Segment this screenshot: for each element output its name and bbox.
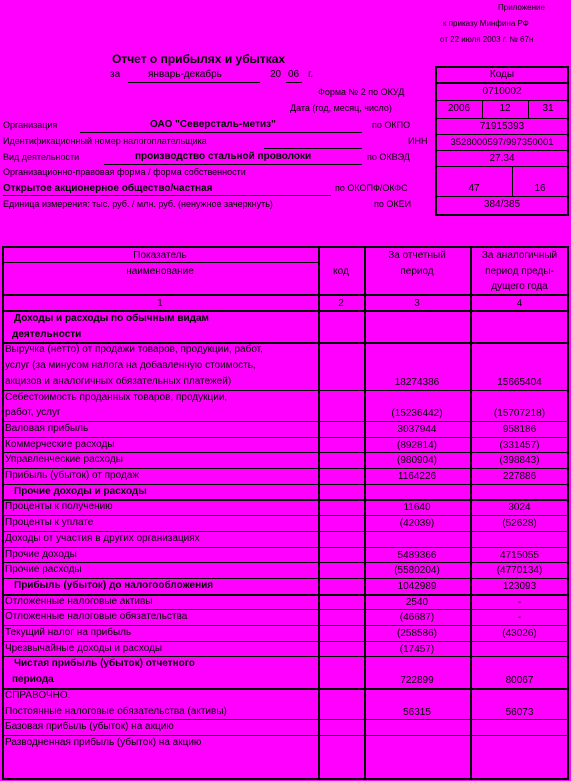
row-18-previous: 80067 (505, 675, 534, 687)
row-8-previous: 3024 (508, 502, 531, 514)
row-1-label-0: Выручка (нетто) от продажи товаров, продукции, работ, (5, 344, 263, 356)
row-8-label-0: Проценты к получению (5, 501, 113, 513)
okpo-code: 71915393 (479, 121, 525, 132)
okopf-label: по ОКОПФ/ОКФС (335, 183, 408, 193)
date-day: 31 (542, 103, 554, 114)
org-name-label: Организация (3, 120, 58, 130)
date-year: 2006 (447, 103, 471, 114)
row-divider (2, 578, 569, 579)
row-15-label-0: Отложенные налоговые обязательства (5, 611, 188, 623)
head-prev-1: За аналогичный (481, 250, 558, 261)
row-10-label-0: Доходы от участия в других организациях (5, 532, 200, 544)
row-4-previous: (331457) (499, 439, 540, 451)
row-14-current: 2540 (405, 596, 429, 608)
row-divider (2, 641, 569, 642)
row-14-previous: - (517, 596, 522, 608)
row-9-previous: (52628) (502, 518, 537, 530)
okei-label: по ОКЕИ (374, 199, 412, 209)
row-4-current: (892814) (396, 439, 438, 451)
row-17-current: (17457) (399, 643, 435, 655)
row-17-label-0: Чрезвычайные доходы и расходы (5, 642, 163, 654)
row-9-current: (42039) (399, 518, 435, 530)
row-0-label-0: Доходы и расходы по обычным видам (14, 313, 209, 324)
row-divider (2, 484, 569, 485)
okpo-label: по ОКПО (372, 120, 411, 130)
head-n3: 3 (414, 298, 420, 309)
okved-label: по ОКВЭД (367, 152, 410, 162)
row-divider (2, 515, 569, 516)
okopf-code: 47 (468, 183, 480, 194)
approval-line-1: Приложение (498, 3, 545, 12)
row-1-label-2: акцизов и аналогичных обязательных платежей) (5, 375, 232, 387)
okfs-code: 16 (534, 183, 546, 194)
row-7-label-0: Прочие доходы и расходы (14, 485, 147, 497)
row-19-label-0: СПРАВОЧНО. (5, 689, 71, 701)
row-19-label-1: Постоянные налоговые обязательства (активы) (5, 705, 227, 717)
row-11-previous: 4715055 (500, 549, 539, 561)
inn-code: 3528000597/997350001 (450, 137, 554, 148)
row-18-label-0: Чистая прибыль (убыток) отчетного (14, 658, 195, 670)
row-divider (2, 531, 569, 532)
row-13-label-0: Прибыль (убыток) до налогообложения (14, 579, 214, 591)
head-n2: 2 (338, 298, 344, 309)
approval-line-2: к приказу Минфина РФ (443, 19, 529, 28)
row-2-current: (15236442) (391, 408, 443, 420)
okei-code: 384/385 (483, 199, 521, 210)
head-n4: 4 (516, 298, 523, 309)
row-8-current: 11640 (403, 502, 431, 514)
head-current-1: За отчетный (388, 250, 446, 261)
row-6-previous: 227886 (502, 471, 537, 482)
row-divider (2, 421, 569, 422)
head-indicator: Показатель (133, 250, 187, 261)
report-title: Отчет о прибылях и убытках (112, 52, 286, 66)
row-15-previous: - (517, 612, 522, 624)
row-16-label-0: Текущий налог на прибыль (5, 627, 132, 638)
row-6-label-0: Прибыль (убыток) от продаж (5, 470, 140, 481)
org-inn-label: Идентификационный номер налогоплательщика (3, 136, 207, 146)
head-prev-2: период преды- (485, 266, 554, 277)
head-current-2: период (400, 266, 434, 277)
activity-value: производство стальной проволоки (135, 151, 312, 162)
period-prefix: за (110, 69, 121, 80)
org-name: ОАО "Северсталь-метиз" (150, 119, 276, 130)
row-16-current: (258586) (396, 628, 438, 639)
row-18-label-1: периода (12, 674, 54, 686)
row-12-current: (5580204) (394, 565, 440, 577)
row-21-label-0: Разводненная прибыль (убыток) на акцию (5, 736, 202, 748)
codes-title: Коды (489, 69, 515, 80)
row-9-label-0: Проценты к уплате (5, 517, 94, 529)
year-suffix: 06 (288, 69, 300, 80)
row-divider (2, 437, 569, 438)
row-2-previous: (15707218) (493, 408, 546, 420)
date-month: 12 (499, 103, 511, 114)
row-2-label-1: работ, услуг (5, 407, 61, 419)
okud-code: 0710002 (482, 86, 522, 97)
head-name: наименование (126, 266, 194, 277)
row-3-label-0: Валовая прибыль (5, 422, 89, 434)
row-divider (2, 688, 569, 690)
row-4-label-0: Коммерческие расходы (5, 438, 115, 450)
row-11-current: 5489366 (397, 549, 437, 561)
inn-label: ИНН (408, 136, 428, 146)
row-15-current: (46687) (399, 612, 435, 624)
year-prefix: 20 (270, 69, 282, 80)
head-code: код (333, 266, 349, 277)
row-divider (2, 562, 569, 563)
legal-form-value: Открытое акционерное общество/частная (3, 183, 213, 194)
row-18-current: 722899 (400, 675, 434, 687)
head-n1: 1 (157, 298, 163, 309)
row-divider (2, 735, 569, 736)
row-2-label-0: Себестоимость проданных товаров, продукции, (5, 391, 228, 403)
row-divider (2, 452, 569, 453)
legal-form-label: Организационно-правовая форма / форма собственности (3, 167, 246, 177)
period-value: январь-декабрь (148, 69, 222, 80)
row-divider (2, 468, 569, 469)
row-3-previous: 958186 (502, 423, 537, 435)
row-14-label-0: Отложенные налоговые активы (5, 595, 153, 607)
head-prev-3: дущего года (491, 281, 548, 292)
row-divider (2, 390, 569, 391)
row-5-previous: (398843) (499, 455, 540, 467)
row-1-previous: 15665404 (497, 376, 542, 388)
row-3-current: 3037944 (397, 423, 437, 435)
okud-label: Форма № 2 по ОКУД (318, 87, 405, 97)
activity-label: Вид деятельности (3, 152, 80, 162)
row-12-label-0: Прочие расходы (5, 564, 82, 576)
unit-label: Единица измерения: тыс. руб. / млн. руб. (ненужное зачеркнуть) (3, 199, 273, 209)
row-divider (2, 547, 569, 548)
okved-code: 27.34 (489, 153, 515, 164)
approval-line-3: от 22 июля 2003 г. № 67н (440, 35, 534, 44)
row-1-label-1: услуг (за минусом налога на добавленную стоимость, (5, 360, 256, 372)
row-1-current: 18274386 (394, 376, 440, 388)
row-13-current: 1042989 (397, 580, 437, 592)
row-20-label-0: Базовая прибыль (убыток) на акцию (5, 721, 174, 733)
row-19-previous: 56073 (505, 706, 534, 718)
row-0-label-1: деятельности (12, 328, 82, 340)
row-13-previous: 123093 (502, 580, 537, 592)
year-unit: г. (308, 69, 314, 80)
row-divider (2, 625, 569, 626)
row-6-current: 1164226 (397, 471, 437, 482)
date-label: Дата (год, месяц, число) (290, 103, 392, 113)
row-11-label-0: Прочие доходы (5, 548, 77, 560)
row-16-previous: (43026) (502, 628, 537, 639)
row-19-current: 56315 (403, 706, 431, 718)
row-12-previous: (4770134) (496, 565, 543, 577)
row-5-current: (980904) (396, 455, 438, 467)
row-5-label-0: Управленческие расходы (5, 454, 123, 466)
